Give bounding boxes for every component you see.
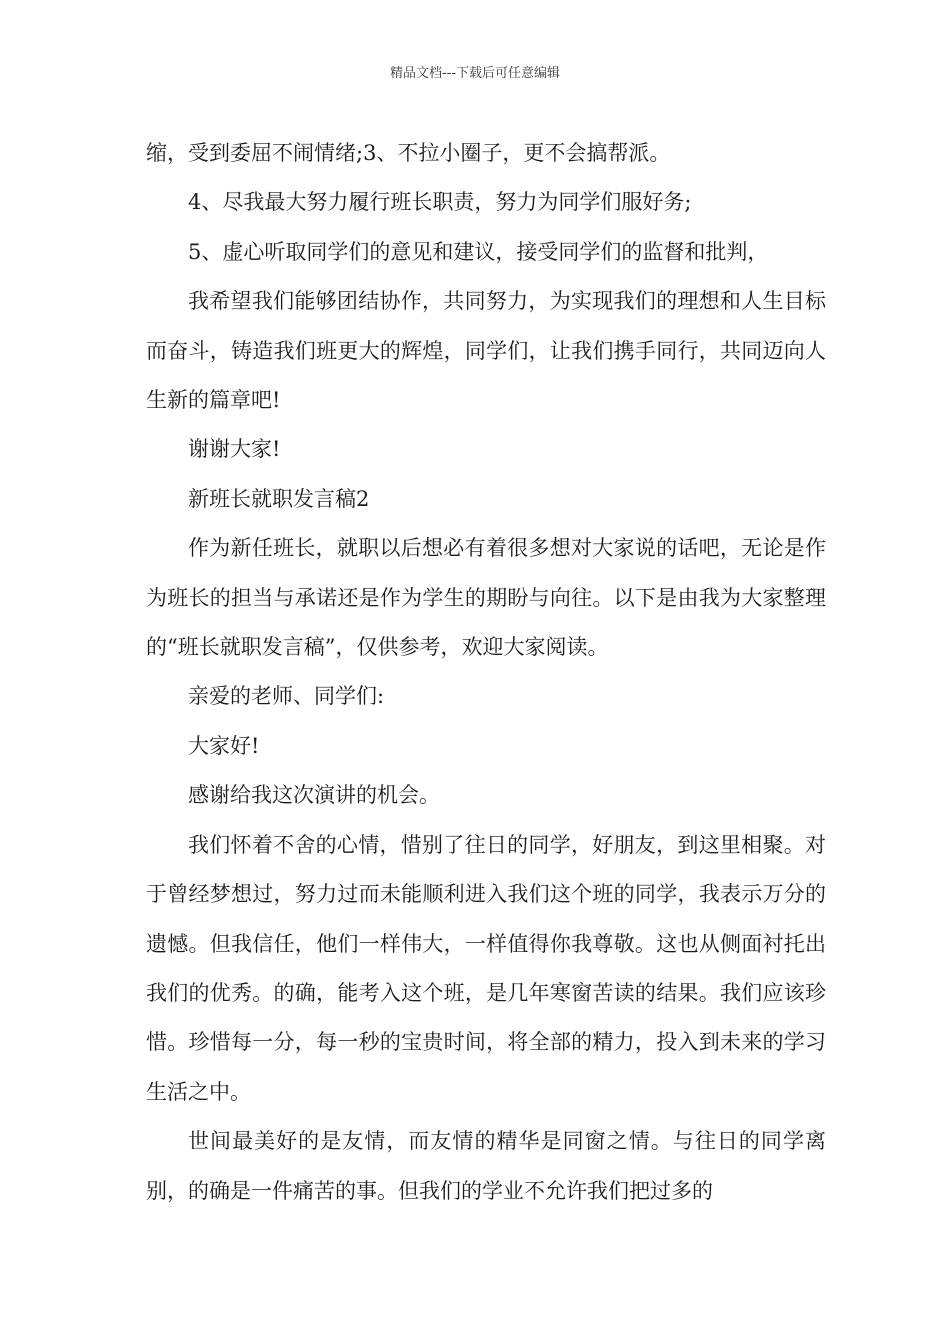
paragraph: 我希望我们能够团结协作，共同努力，为实现我们的理想和人生目标而奋斗，铸造我们班更大的辉煌，同学们，让我们携手同行，共同迈向人生新的篇章吧! [146, 289, 826, 413]
paragraph: 作为新任班长，就职以后想必有着很多想对大家说的话吧，无论是作为班长的担当与承诺还是作为学生的期盼与向往。以下是由我为大家整理的“班长就职发言稿”，仅供参考，欢迎大家阅读。 [146, 536, 826, 660]
greeting: 大家好! [188, 733, 260, 758]
paragraph: 缩，受到委屈不闹情绪;3、不拉小圈子，更不会搞帮派。 [146, 141, 671, 165]
section-heading: 新班长就职发言稿2 [188, 486, 370, 511]
paragraph: 世间最美好的是友情，而友情的精华是同窗之情。与往日的同学离别，的确是一件痛苦的事。但我们的学业不允许我们把过多的 [146, 1129, 826, 1203]
paragraph: 我们怀着不舍的心情，惜别了往日的同学，好朋友，到这里相聚。对于曾经梦想过，努力过而未能顺利进入我们这个班的同学，我表示万分的遗憾。但我信任，他们一样伟大，一样值得你我尊敬。这也从侧面衬托出我们的优秀。的确，能考入这个班，是几年寒窗苦读的结果。我们应该珍惜。珍惜每一分，每一秒的宝贵时间，将全部的精力，投入到未来的学习生活之中。 [146, 832, 826, 1104]
paragraph: 感谢给我这次演讲的机会。 [188, 783, 440, 808]
paragraph: 4、尽我最大努力履行班长职责，努力为同学们服好务; [188, 190, 692, 215]
page-header: 精品文档---下载后可任意编辑 [389, 66, 561, 81]
salutation: 亲爱的老师、同学们: [188, 684, 385, 709]
document-body [146, 129, 826, 1216]
paragraph: 5、虚心听取同学们的意见和建议，接受同学们的监督和批判， [188, 239, 769, 264]
paragraph: 谢谢大家! [188, 437, 281, 462]
